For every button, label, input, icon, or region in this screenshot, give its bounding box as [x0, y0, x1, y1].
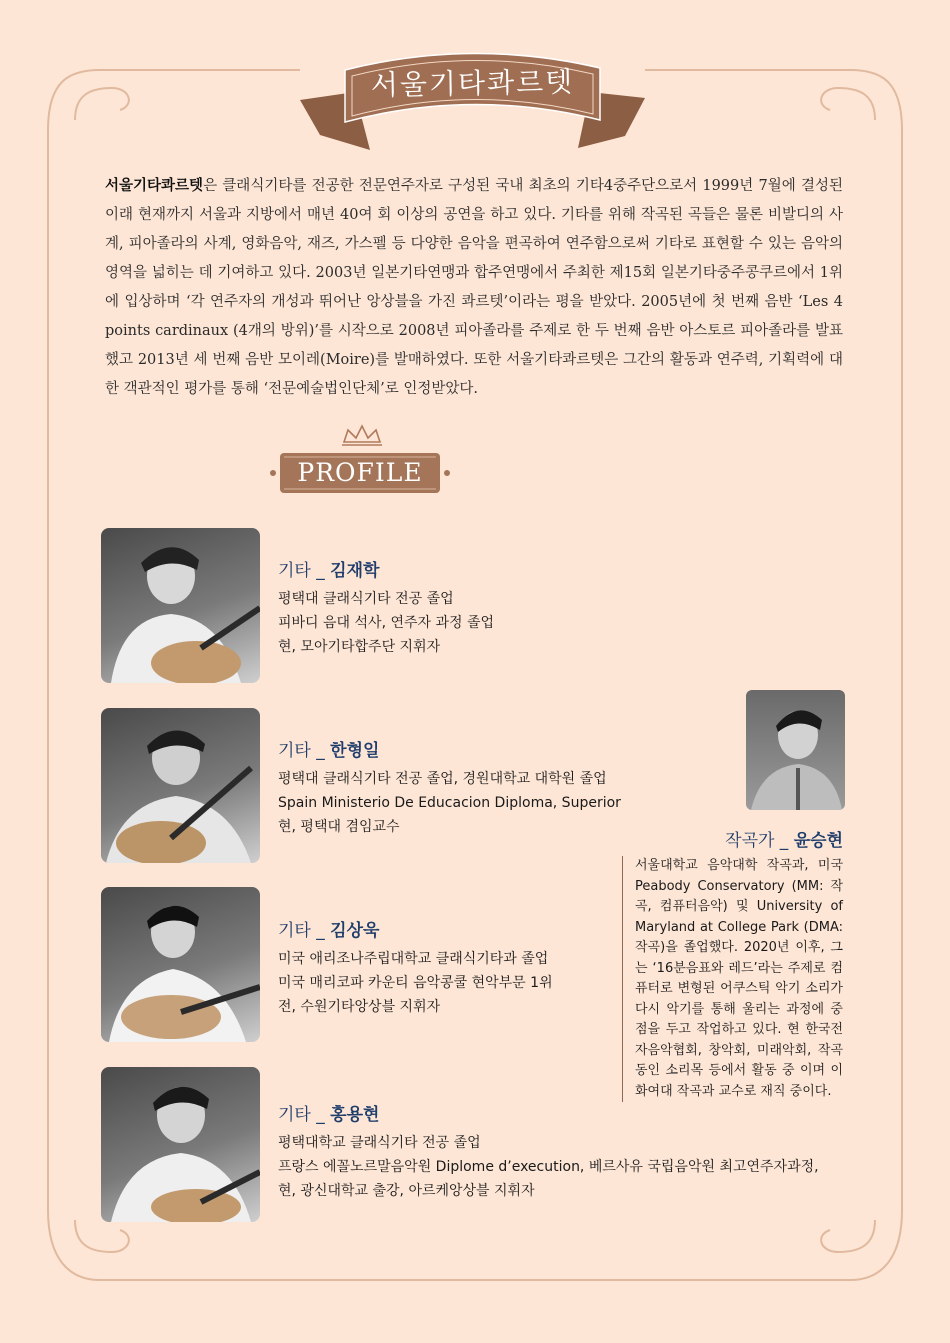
member-title: 기타 _ 김상욱 — [278, 921, 380, 941]
crown-icon — [338, 424, 386, 448]
member-photo-2 — [101, 708, 260, 863]
member-name: 김상욱 — [330, 921, 380, 941]
member-detail: Spain Ministerio De Educacion Diploma, Superior — [278, 795, 621, 811]
member-title: 기타 _ 김재학 — [278, 561, 380, 581]
member-detail: 평택대 클래식기타 전공 졸업, 경원대학교 대학원 졸업 — [278, 771, 607, 787]
member-detail: 현, 평택대 겸임교수 — [278, 819, 400, 835]
composer-bio: 서울대학교 음악대학 작곡과, 미국 Peabody Conservatory (MM: 작곡, 컴퓨터음악) 및 University of Maryland at College Park (DMA: 작곡)을 졸업했다. 2020년 이후, 그는 ‘16분음표와 레드’라는 주제로 컴퓨터로 변형된 어쿠스틱 악기 소리가 다시 악기를 통해 울리는 과정에 중점을 두고 작업하고 있다. 현 한국전자음악협회, 창악회, 미래악회, 작곡동인 소리목 등에서 활동 중 이며 이화여대 작곡과 교수로 재직 중이다. — [622, 856, 843, 1102]
profile-heading: PROFILE — [297, 458, 423, 487]
member-info-4 — [278, 1100, 838, 1203]
member-detail: 전, 수원기타앙상블 지휘자 — [278, 999, 441, 1015]
member-title: 기타 _ 한형일 — [278, 741, 380, 761]
member-name: 김재학 — [330, 561, 380, 581]
composer-photo — [746, 690, 845, 810]
member-detail: 미국 애리조나주립대학교 클래식기타과 졸업 — [278, 951, 549, 967]
member-name: 홍용현 — [330, 1105, 380, 1125]
page-title: 서울기타콰르텟 — [370, 65, 575, 102]
member-name: 한형일 — [330, 741, 380, 761]
member-photo-3 — [101, 887, 260, 1042]
intro-lead: 서울기타콰르텟 — [105, 178, 204, 194]
member-detail: 프랑스 에꼴노르말음악원 Diplome d’execution, 베르사유 국립음악원 최고연주자과정, — [278, 1159, 819, 1175]
intro-body: 은 클래식기타를 전공한 전문연주자로 구성된 국내 최초의 기타4중주단으로서 1999년 7월에 결성된 이래 현재까지 서울과 지방에서 매년 40여 회 이상의 공연을 하고 있다. 기타를 위해 작곡된 곡들은 물론 비발디의 사계, 피아졸라의 사계, 영화음악, 재즈, 가스펠 등 다양한 음악을 편곡하여 연주함으로써 기타로 표현할 수 있는 음악의 영역을 넓히는 데 기여하고 있다. 2003년 일본기타연맹과 합주연맹에서 주최한 제15회 일본기타중주콩쿠르에서 1위에 입상하며 ‘각 연주자의 개성과 뛰어난 앙상블을 가진 콰르텟’이라는 평을 받았다. 2005년에 첫 번째 음반 ‘Les 4 points cardinaux (4개의 방위)’를 시작으로 2008년 피아졸라를 주제로 한 두 번째 음반 아스토르 피아졸라를 발표했고 2013년 세 번째 음반 모이레(Moire)를 발매하였다. 또한 서울기타콰르텟은 그간의 활동과 연주력, 기획력에 대한 객관적인 평가를 통해 ‘전문예술법인단체’로 인정받았다. — [105, 178, 843, 397]
intro-paragraph — [105, 172, 843, 404]
member-info-1 — [278, 556, 838, 659]
member-photo-1 — [101, 528, 260, 683]
member-detail: 피바디 음대 석사, 연주자 과정 졸업 — [278, 615, 495, 631]
composer-name: 윤승현 — [793, 831, 843, 851]
member-detail: 현, 광신대학교 출강, 아르케앙상블 지휘자 — [278, 1183, 535, 1199]
member-detail: 현, 모아기타합주단 지휘자 — [278, 639, 441, 655]
member-title: 기타 _ 홍용현 — [278, 1105, 380, 1125]
member-photo-4 — [101, 1067, 260, 1222]
member-detail: 평택대학교 클래식기타 전공 졸업 — [278, 1135, 481, 1151]
composer-title: 작곡가 _ 윤승현 — [725, 831, 843, 851]
member-detail: 미국 매리코파 카운티 음악콩쿨 현악부문 1위 — [278, 975, 553, 991]
member-detail: 평택대 클래식기타 전공 졸업 — [278, 591, 454, 607]
